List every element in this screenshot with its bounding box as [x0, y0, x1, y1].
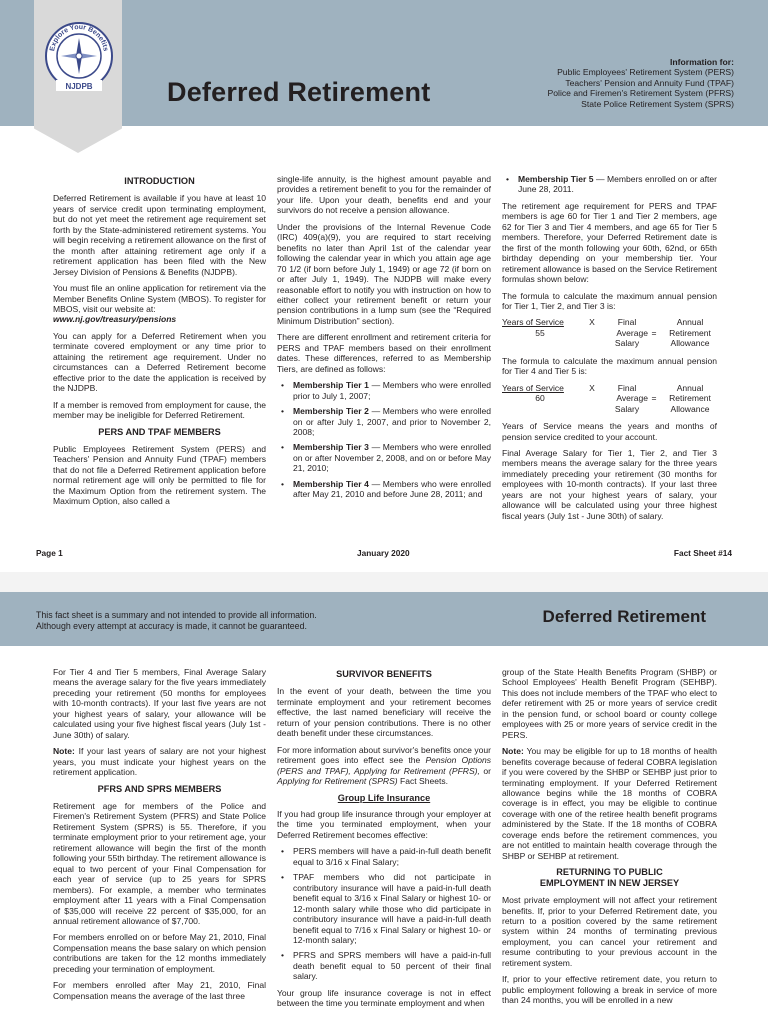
page-separator [0, 572, 768, 592]
info-label: Information for: [670, 57, 734, 67]
info-line-pfrs: Police and Firemen's Retirement System (PFRS) [547, 88, 734, 99]
mbos-paragraph: You must file an online application for retirement via the Member Benefits Online System (MBOS). To register for MBOS, visit our website at: www.nj.gov/treasury/pensions [53, 283, 266, 325]
logo-arc-text: Explore Your Benefits [49, 23, 109, 52]
tier45-salary-paragraph: For Tier 4 and Tier 5 members, Final Average Salary means the average salary for the five years immediately preceding your retirement (50 months for employees with 10-month contracts). If your last five years are not your highest years of salary, your allowance will be calculated using your five highest fiscal years (July 1st - June 30th) of salary. [53, 667, 266, 740]
break-in-service-paragraph: If, prior to your effective retirement date, you return to public employment following a break in service of more than 24 months, you will be enrolled in a new [502, 974, 717, 1006]
page1-column-3 [502, 174, 717, 527]
final-comp-after-paragraph: For members enrolled after May 21, 2010, Final Compensation means the average of the last three [53, 980, 266, 1001]
page1-column-1 [53, 174, 266, 513]
pers-tpaf-heading: PERS AND TPAF MEMBERS [98, 426, 221, 437]
years-of-service-paragraph: Years of Service means the years and months of pension service credited to your account. [502, 421, 717, 442]
footer-fact-sheet: Fact Sheet #14 [673, 548, 732, 558]
tier-list [277, 380, 491, 500]
tiers-intro-paragraph: There are different enrollment and retirement criteria for PERS and TPAF members based on their enrollment dates. These differences, referred to as Membership Tiers, are defined as follows: [277, 332, 491, 374]
pfrs-sprs-heading: PFRS AND SPRS MEMBERS [97, 783, 222, 794]
logo-abbr: NJDPB [65, 82, 93, 91]
page2-column-2 [277, 667, 491, 1015]
gli-intro-paragraph: If you had group life insurance through your employer at the time you terminated employment, when your Deferred Retirement becomes effective: [277, 808, 491, 840]
page2-title: Deferred Retirement [542, 607, 706, 626]
footer-date: January 2020 [357, 548, 410, 558]
introduction-heading: INTRODUCTION [124, 176, 195, 186]
returning-employment-heading: RETURNING TO PUBLIC EMPLOYMENT IN NEW JERSEY [539, 867, 680, 888]
info-line-pers: Public Employees' Retirement System (PERS) [557, 67, 734, 78]
survivor-benefits-heading: SURVIVOR BENEFITS [336, 669, 432, 679]
removed-paragraph: If a member is removed from employment for cause, the member may be ineligible for Deferred Retirement. [53, 399, 266, 421]
footer-page-number: Page 1 [36, 548, 63, 558]
final-comp-before-paragraph: For members enrolled on or before May 21, 2010, Final Compensation means the base salary on which pension contributions are taken for the 12 months immediately preceding your termination of employment. [53, 932, 266, 974]
survivor-paragraph: In the event of your death, between the time you terminate employment and your retirement becomes effective, the last named beneficiary will receive the return of your pension contributions. There is no other death benefit under these circumstances. [277, 686, 491, 739]
page1-column-2 [277, 174, 491, 506]
njdpb-compass-logo [44, 14, 114, 114]
gli-item: • PFRS and SPRS members will have a paid-in-full death benefit equal to 50 percent of their final salary. [277, 950, 491, 981]
tier-item: • Membership Tier 5 — Members enrolled on or after June 28, 2011. [502, 174, 717, 195]
survivor-info-paragraph: For more information about survivor's benefits once your retirement goes into effect see the Pension Options (PERS and TPAF), Applying for Retirement (PFRS), or Applying for Retirement (SPRS) Fact Sheets. [277, 744, 492, 787]
formula-tier-4-5: Years of Service X Final Annual 60 Average = Retirement Salary Allowance [502, 382, 711, 414]
tier-item: • Membership Tier 4 — Members who were enrolled after May 21, 2010 and before June 28, 2011; and [277, 479, 491, 500]
info-line-sprs: State Police Retirement System (SPRS) [581, 98, 734, 109]
cobra-note: Note: You may be eligible for up to 18 months of health benefits coverage because of federal COBRA legislation if you were covered by the SHBP or SEHBP just prior to terminating employment. If your Deferred Retirement allowance begins while the 18 months of COBRA coverage is in effect, you may be eligible to continue coverage with one of the retiree health benefit programs administered by the State. If the 18 months of COBRA coverage ends before the retirement commences, you are not entitled to maintain health coverage through the SHBP or SEHBP at retirement. [502, 746, 717, 861]
page-title: Deferred Retirement [167, 77, 431, 107]
info-line-tpaf: Teachers' Pension and Annuity Fund (TPAF) [565, 77, 734, 88]
pfrs-age-paragraph: Retirement age for members of the Police and Firemen's Retirement System (PFRS) and State Police Retirement System (SPRS) is 55. Therefore, if you terminate employment prior to your retirement age, your retirement allowance will begin the first of the month following your 55th birthday. The retirement allowance is equal to two percent of your Final Compensation for each year of service (up to 25 years for SPRS members). For example, a member who terminates employment after 11 years with a Final Compensation of $35,000 will receive 22 percent of $35,000, for an annual retirement allowance of $7,700. [53, 800, 266, 926]
intro-paragraph: Deferred Retirement is available if you have at least 10 years of service credit upon terminating employment, but do not yet meet the retirement age requirement set forth by the State-administered retirement systems. You will begin receiving a retirement allowance on the first of the month after attaining retirement age only if a retirement application has been filed with the New Jersey Division of Pensions & Benefits (NJDPB). [53, 193, 266, 277]
info-for-block [548, 57, 734, 109]
gli-list [277, 846, 491, 981]
page2-column-3 [502, 667, 717, 1012]
tier-item: • Membership Tier 1 — Members who were enrolled prior to July 1, 2007; [277, 380, 491, 401]
annuity-paragraph: single-life annuity, is the highest amount payable and provides a retirement benefit to you for the remainder of your life. Upon your death, benefits end and your survivors do not receive a pension allowance. [277, 174, 491, 216]
shbp-paragraph: group of the State Health Benefits Program (SHBP) or School Employees' Health Benefit Program (SEHBP). This does not include members of the TPAF who elect to defer retirement with 25 or more years of service credit in the pension fund, or school board or county college employees with 25 or more years of service credit in the PERS. [502, 667, 717, 740]
tier-list-continued [502, 174, 717, 195]
pers-paragraph: Public Employees Retirement System (PERS) and Teachers' Pension and Annuity Fund (TPAF) members that do not file a Deferred Retirement application before normal retirement age will only be permitted to file for the Maximum Option from the retirement system. The Maximum Option, also called a [53, 443, 266, 507]
retirement-age-paragraph: The retirement age requirement for PERS and TPAF members is age 60 for Tier 1 and Tier 2 members, age 62 for Tier 3 and Tier 4 members, and age 65 for Tier 5 members. Therefore, your Deferred Retirement date is the first of the month following your 60th, 62nd, or 65th birthday depending on your membership tier. Your retirement allowance is based on the Service Retirement formulas shown below: [502, 200, 717, 285]
irc-paragraph: Under the provisions of the Internal Revenue Code (IRC) 409(a)(9), you are required to start receiving benefits no later than April 1st of the calendar year following the calendar year in which you attain age age 70 1/2 (if born before July 1, 1949) or age 72 (if born on or after July 1, 1949). The NJDPB will make every reasonable effort to notify you with instruction on how to either collect your retirement benefit or return your pension contributions in a lump sum (see the “Required Minimum Distribution” section). [277, 221, 491, 326]
pensions-website-link[interactable]: www.nj.gov/treasury/pensions [53, 314, 177, 325]
tier-item: • Membership Tier 2 — Members who were enrolled on or after July 1, 2007, and prior to November 2, 2008; [277, 406, 491, 437]
disclaimer-note: This fact sheet is a summary and not intended to provide all information. Although every attempt at accuracy is made, it cannot be guaranteed. [36, 610, 317, 631]
gli-item: • PERS members will have a paid-in-full death benefit equal to 3/16 x Final Salary; [277, 846, 491, 867]
salary-note: Note: If your last years of salary are not your highest years, you must indicate your highest years on the retirement application. [53, 746, 266, 778]
page2-column-1 [53, 667, 266, 1007]
formula2-intro: The formula to calculate the maximum annual pension for Tier 4 and Tier 5 is: [502, 355, 717, 377]
formula1-intro: The formula to calculate the maximum annual pension for Tier 1, Tier 2, and Tier 3 is: [502, 290, 717, 311]
tier-item: • Membership Tier 3 — Members who were enrolled on or after November 2, 2008, and on or before May 21, 2010; [277, 442, 491, 473]
private-employment-paragraph: Most private employment will not affect your retirement benefits. If, prior to your Deferred Retirement date, you return to a position covered by the same retirement system within 24 months of terminating previous employment, you can cancel your retirement and resume contributing to your previous account in the retirement system. [502, 895, 717, 968]
gli-coverage-paragraph: Your group life insurance coverage is not in effect between the time you terminate employment and when [277, 987, 491, 1009]
apply-paragraph: You can apply for a Deferred Retirement when you terminate covered employment or any time prior to attaining the retirement age requirement. Under no circumstances can a Deferred Retirement become effective prior to the date the application is received by the NJDPB. [53, 330, 266, 394]
gli-item: • TPAF members who did not participate in contributory insurance will have a paid-in-full death benefit equal to 3/16 x Final Salary or highest 10- or 12-month salary while those who did participate in contributory insurance will have a paid-in-full death benefit equal to 7/16 x Final Salary or highest 10- or 12-month salary; [277, 872, 491, 945]
group-life-insurance-heading: Group Life Insurance [337, 792, 431, 803]
formula-tier-1-3: Years of Service X Final Annual 55 Average = Retirement Salary Allowance [502, 317, 711, 349]
final-average-salary-paragraph: Final Average Salary for Tier 1, Tier 2, and Tier 3 members means the average salary for the three years immediately preceding your retirement (30 months for employees with 10-month contracts). If your last three years are not your highest years of salary, your allowance will be calculated using your three highest fiscal years (July 1st - June 30th) of salary. [502, 447, 717, 521]
